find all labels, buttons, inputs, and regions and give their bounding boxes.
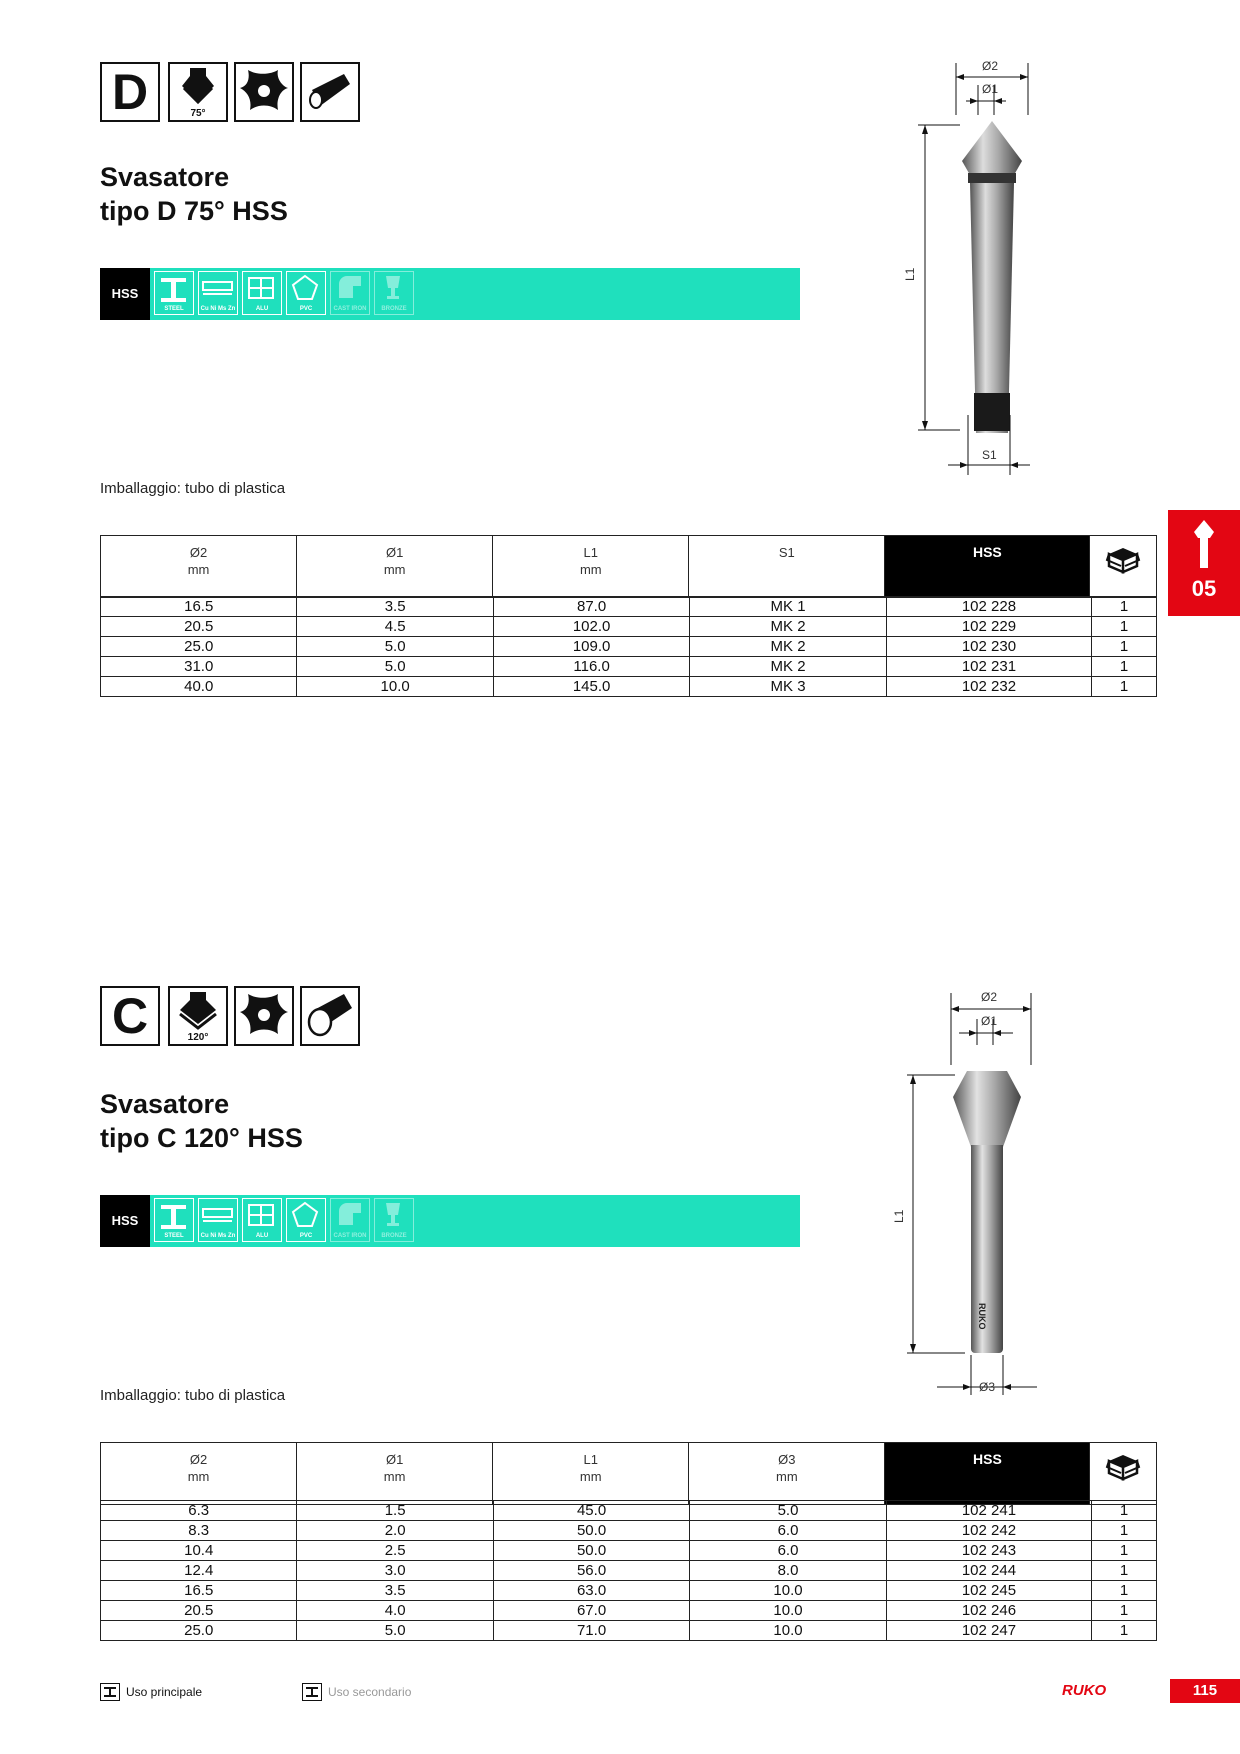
spec-table-d <box>100 596 1157 697</box>
dim-l1-label: L1 <box>892 1209 906 1223</box>
material-bronze-icon: BRONZE <box>374 271 414 315</box>
material-pvc-icon: PVC <box>286 271 326 315</box>
package-box-icon <box>1090 1443 1157 1505</box>
dim-d1-label: Ø1 <box>982 82 999 96</box>
type-letter-box <box>100 62 160 122</box>
table-row: 12.4 3.0 56.0 8.0 102 244 1 <box>101 1561 1157 1581</box>
table-row: 25.0 5.0 109.0 MK 2 102 230 1 <box>101 637 1157 657</box>
packaging-note: Imballaggio: tubo di plastica <box>100 1387 286 1404</box>
angle-label: 75° <box>190 108 206 119</box>
material-alu-icon: ALU <box>242 271 282 315</box>
countersink-d-drawing <box>900 55 1060 475</box>
cylindrical-shank-icon <box>300 986 360 1046</box>
shank-brand-mark: RUKO <box>977 1303 987 1330</box>
grade-badge: HSS <box>100 1195 150 1247</box>
table-row: 20.5 4.5 102.0 MK 2 102 229 1 <box>101 617 1157 637</box>
three-flute-icon <box>234 62 294 122</box>
primary-use-label: Uso principale <box>126 1685 203 1699</box>
material-band <box>100 268 800 320</box>
spec-table-header <box>100 1442 1157 1505</box>
countersink-chapter-icon <box>1190 518 1218 570</box>
dim-l1-label: L1 <box>903 267 917 281</box>
morse-taper-shank-icon <box>300 62 360 122</box>
material-cast-iron-icon: CAST IRON <box>330 271 370 315</box>
dim-d2-label: Ø2 <box>981 990 998 1004</box>
secondary-use-icon <box>302 1683 322 1701</box>
dim-d2-label: Ø2 <box>982 59 999 73</box>
material-steel-icon: STEEL <box>154 271 194 315</box>
angle-label: 120° <box>187 1032 209 1043</box>
material-nonferrous-icon: Cu Ni Ms Zn <box>198 1198 238 1242</box>
primary-use-icon <box>100 1683 120 1701</box>
table-row: 20.5 4.0 67.0 10.0 102 246 1 <box>101 1601 1157 1621</box>
dim-s1-label: S1 <box>982 448 997 462</box>
packaging-note: Imballaggio: tubo di plastica <box>100 480 286 497</box>
col-header: Ø1 mm <box>297 536 493 598</box>
page-number: 115 <box>1170 1679 1240 1703</box>
table-row: 10.4 2.5 50.0 6.0 102 243 1 <box>101 1541 1157 1561</box>
package-box-icon <box>1090 536 1157 598</box>
product-title: Svasatore tipo C 120° HSS <box>100 1089 303 1153</box>
table-row: 25.0 5.0 71.0 10.0 102 247 1 <box>101 1621 1157 1641</box>
material-cast-iron-icon: CAST IRON <box>330 1198 370 1242</box>
table-row: 40.0 10.0 145.0 MK 3 102 232 1 <box>101 677 1157 697</box>
brand-logo: RUKO <box>1062 1682 1107 1699</box>
col-header-hss: HSS <box>885 1443 1090 1505</box>
table-row: 6.3 1.5 45.0 5.0 102 241 1 <box>101 1501 1157 1521</box>
dim-d1-label: Ø1 <box>981 1014 998 1028</box>
material-band <box>100 1195 800 1247</box>
countersink-angle-icon <box>168 986 228 1046</box>
table-row: 8.3 2.0 50.0 6.0 102 242 1 <box>101 1521 1157 1541</box>
secondary-use-label: Uso secondario <box>328 1685 412 1699</box>
chapter-tab <box>1168 510 1240 616</box>
table-row: 16.5 3.5 87.0 MK 1 102 228 1 <box>101 597 1157 617</box>
table-row: 31.0 5.0 116.0 MK 2 102 231 1 <box>101 657 1157 677</box>
col-header: L1 mm <box>493 1443 689 1505</box>
table-row: 16.5 3.5 63.0 10.0 102 245 1 <box>101 1581 1157 1601</box>
material-bronze-icon: BRONZE <box>374 1198 414 1242</box>
dim-d3-label: Ø3 <box>979 1380 996 1394</box>
col-header: Ø1 mm <box>297 1443 493 1505</box>
material-pvc-icon: PVC <box>286 1198 326 1242</box>
material-alu-icon: ALU <box>242 1198 282 1242</box>
col-header: S1 <box>689 536 885 598</box>
grade-badge: HSS <box>100 268 150 320</box>
col-header: L1 mm <box>493 536 689 598</box>
type-letter: C <box>111 988 149 1044</box>
col-header: Ø2 mm <box>101 536 297 598</box>
three-flute-icon <box>234 986 294 1046</box>
type-letter: D <box>111 64 149 120</box>
spec-table-header <box>100 535 1157 598</box>
product-title: Svasatore tipo D 75° HSS <box>100 162 288 226</box>
col-header-hss: HSS <box>885 536 1090 598</box>
countersink-angle-icon <box>168 62 228 122</box>
col-header: Ø3 mm <box>689 1443 885 1505</box>
spec-table-c <box>100 1500 1157 1641</box>
material-nonferrous-icon: Cu Ni Ms Zn <box>198 271 238 315</box>
material-steel-icon: STEEL <box>154 1198 194 1242</box>
col-header: Ø2 mm <box>101 1443 297 1505</box>
countersink-c-drawing <box>892 985 1065 1405</box>
type-letter-box <box>100 986 160 1046</box>
chapter-number: 05 <box>1191 576 1217 601</box>
